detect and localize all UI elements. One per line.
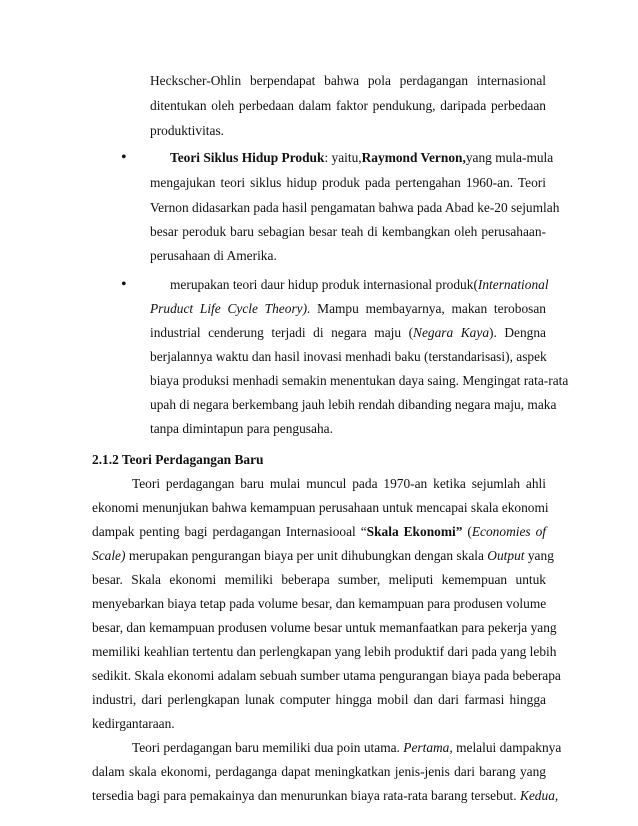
text-line: Teori perdagangan baru mulai muncul pada 1970-an ketika sejumlah ahli — [132, 476, 546, 491]
text-line — [170, 277, 549, 293]
text-fragment: : yaitu, — [324, 150, 362, 165]
text-line-content: ditentukan oleh perbedaan dalam faktor pendukung, daripada perbedaan — [150, 98, 546, 113]
bullet-lead — [170, 150, 362, 166]
text-line-content: Heckscher-Ohlin berpendapat bahwa pola perdagangan internasional — [150, 73, 546, 88]
text-fragment: merupakan pengurangan biaya per unit dihubungkan dengan skala — [128, 548, 484, 563]
text-line: tanpa dimintapun para pengusaha. — [150, 421, 333, 436]
text-fragment: industrial cenderung terjadi di negara maju ( — [150, 325, 414, 340]
text-line — [132, 740, 562, 756]
text-fragment: melalui dampaknya — [456, 740, 562, 755]
text-line: Vernon didasarkan pada hasil pengamatan bahwa pada Abad ke-20 sejumlah — [150, 200, 560, 215]
text-fragment: tersedia bagi para pemakainya dan menurunkan biaya rata-rata barang tersebut. — [92, 788, 517, 803]
text-line: memiliki keahlian tertentu dan perlengkapan yang lebih produktif dari pada yang lebih — [92, 644, 557, 659]
italic-fragment: Pruduct Life Cycle Theory). — [150, 301, 311, 316]
text-line — [150, 325, 546, 341]
italic-fragment: Kedua, — [519, 788, 559, 803]
bullet-icon: • — [121, 276, 127, 293]
text-line: dalam skala ekonomi, perdaganga dapat meningkatkan jenis-jenis dari barang yang — [92, 764, 546, 779]
italic-fragment: Economies of — [471, 524, 546, 539]
italic-fragment: Negara Kaya — [413, 325, 490, 340]
text-line: industri, dari perlengkapan lunak computer hingga mobil dan dari farmasi hingga — [92, 692, 546, 707]
text-line: menyebarkan biaya tetap pada volume besar, dan kemampuan para produsen volume — [92, 596, 547, 611]
text-line: besar. Skala ekonomi memiliki beberapa sumber, meliputi kemempuan untuk — [92, 572, 546, 587]
text-line — [150, 98, 546, 114]
person-name: Raymond Vernon, — [361, 150, 466, 165]
text-fragment: Teori perdagangan baru memiliki dua poin utama. — [132, 740, 400, 755]
text-line: upah di negara berkembang jauh lebih rendah dibanding negara maju, maka — [150, 397, 557, 412]
text-line — [150, 123, 224, 139]
text-line-content: produktivitas. — [150, 123, 225, 138]
text-line — [150, 301, 546, 317]
text-fragment: merupakan teori daur hidup produk internasional produk( — [170, 277, 478, 292]
bullet-icon: • — [121, 149, 127, 166]
text-fragment: ( — [467, 524, 472, 539]
term-bold: Teori Siklus Hidup Produk — [170, 150, 325, 165]
text-line: kedirgantaraan. — [92, 716, 175, 731]
section-heading: 2.1.2 Teori Perdagangan Baru — [92, 452, 264, 467]
text-fragment: Mampu membayarnya, makan terobosan — [317, 301, 546, 316]
italic-fragment: International — [477, 277, 549, 292]
text-line: besar, dan kemampuan produsen volume besar untuk memanfaatkan para pekerja yang — [92, 620, 557, 635]
text-line — [92, 548, 554, 564]
text-line: mengajukan teori siklus hidup produk pada pertengahan 1960-an. Teori — [150, 175, 546, 190]
text-line — [92, 524, 546, 540]
text-fragment: ). Dengna — [489, 325, 546, 340]
italic-fragment: Output — [487, 548, 525, 563]
text-line — [150, 73, 546, 89]
italic-fragment: Pertama, — [403, 740, 453, 755]
text-fragment: yang — [527, 548, 554, 563]
person-bold — [362, 150, 466, 166]
text-fragment: yang mula-mula — [465, 150, 554, 165]
text-line: biaya produksi menhadi semakin menentukan daya saing. Mengingat rata-rata — [150, 373, 569, 388]
text-line: berjalannya waktu dan hasil inovasi menhadi baku (terstandarisasi), aspek — [150, 349, 547, 364]
text-line: ekonomi menunjukan bahwa kemampuan perusahaan untuk mencapai skala ekonomi — [92, 500, 549, 515]
text-line: perusahaan di Amerika. — [150, 248, 277, 263]
bold-fragment: Skala Ekonomi” — [366, 524, 463, 539]
text-line: sedikit. Skala ekonomi adalam sebuah sumber utama pengurangan biaya pada beberapa — [92, 668, 561, 683]
text-fragment: dampak penting bagi perdagangan Internasiooal “ — [92, 524, 367, 539]
text-line: besar peroduk baru sebagian besar teah di kembangkan oleh perusahaan- — [150, 224, 546, 239]
text-line — [92, 788, 559, 804]
text-line — [170, 150, 554, 166]
italic-fragment: Scale) — [92, 548, 126, 563]
